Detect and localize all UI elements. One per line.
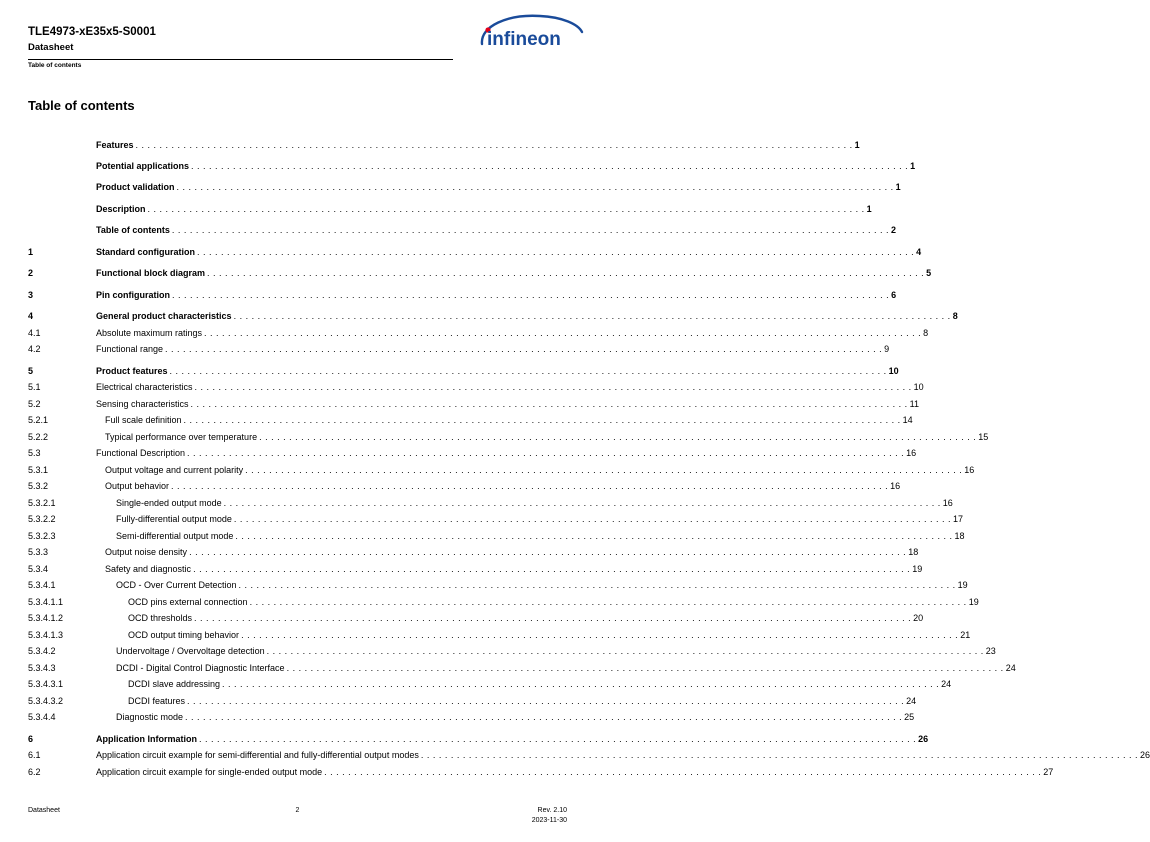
- toc-dot-leader: . . . . . . . . . . . . . . . . . . . . . . . . . . . . . . . . . . . . . . . . . . . . . . . . . . . . . . . . . . . . . . . . . . . . . . . . . . . . . . . . . . . . . . . . . . . . . . . . . . . . . . . . . . . . . . . . . . . . . . . .: [235, 531, 953, 541]
- toc-entry[interactable]: [0, 464, 975, 477]
- toc-dot-leader: . . . . . . . . . . . . . . . . . . . . . . . . . . . . . . . . . . . . . . . . . . . . . . . . . . . . . . . . . . . . . . . . . . . . . . . . . . . . . . . . . . . . . . . . . . . . . . . . . . . . . . . . . . . . . . . . . . . . . . . .: [266, 646, 984, 656]
- toc-entry-page: 1: [854, 140, 860, 150]
- toc-entry-number: 5.3.4.1.1: [28, 597, 64, 607]
- toc-entry-title[interactable]: OCD - Over Current Detection: [116, 580, 237, 590]
- toc-entry-number: 3: [28, 290, 34, 300]
- toc-entry-title[interactable]: Description: [96, 204, 146, 214]
- toc-entry-title[interactable]: Electrical characteristics: [96, 382, 193, 392]
- toc-entry[interactable]: [0, 563, 923, 576]
- toc-entry[interactable]: [0, 203, 872, 216]
- toc-entry[interactable]: [0, 749, 1150, 762]
- toc-entry-page: 23: [985, 646, 996, 656]
- toc-entry-page: 4: [916, 247, 922, 257]
- toc-entry[interactable]: [0, 530, 965, 543]
- toc-entry-title[interactable]: OCD pins external connection: [128, 597, 248, 607]
- toc-dot-leader: . . . . . . . . . . . . . . . . . . . . . . . . . . . . . . . . . . . . . . . . . . . . . . . . . . . . . . . . . . . . . . . . . . . . . . . . . . . . . . . . . . . . . . . . . . . . . . . . . . . . . . . . . . . . . . . . . . . . . . . .: [171, 481, 889, 491]
- toc-entry-title[interactable]: Product features: [96, 366, 168, 376]
- toc-entry-title[interactable]: DCDI slave addressing: [128, 679, 221, 689]
- toc-entry-number: 5.2: [28, 399, 41, 409]
- toc-entry-page: 17: [953, 514, 964, 524]
- toc-entry[interactable]: [0, 579, 968, 592]
- toc-entry-page: 16: [964, 465, 975, 475]
- toc-entry[interactable]: [0, 246, 922, 259]
- toc-entry[interactable]: [0, 414, 913, 427]
- toc-entry-page: 9: [884, 344, 890, 354]
- toc-entry[interactable]: [0, 447, 917, 460]
- toc-entry[interactable]: [0, 381, 924, 394]
- toc-entry-title[interactable]: Fully-differential output mode: [116, 514, 232, 524]
- toc-entry-number: 4.1: [28, 328, 41, 338]
- toc-entry[interactable]: [0, 645, 996, 658]
- toc-entry-title[interactable]: Features: [96, 140, 134, 150]
- footer-page-number: 2: [295, 807, 300, 814]
- toc-entry-number: 5.3: [28, 448, 41, 458]
- toc-entry-title[interactable]: DCDI features: [128, 696, 186, 706]
- toc-dot-leader: . . . . . . . . . . . . . . . . . . . . . . . . . . . . . . . . . . . . . . . . . . . . . . . . . . . . . . . . . . . . . . . . . . . . . . . . . . . . . . . . . . . . . . . . . . . . . . . . . . . . . . . . . . . . . . . . . . . . . . . .: [176, 182, 894, 192]
- toc-entry-number: 5.1: [28, 382, 41, 392]
- toc-entry-title[interactable]: Application circuit example for single-ended output mode: [96, 767, 323, 777]
- toc-dot-leader: . . . . . . . . . . . . . . . . . . . . . . . . . . . . . . . . . . . . . . . . . . . . . . . . . . . . . . . . . . . . . . . . . . . . . . . . . . . . . . . . . . . . . . . . . . . . . . . . . . . . . . . . . . . . . . . . . . . . . . . .: [241, 630, 959, 640]
- toc-entry-title[interactable]: Typical performance over temperature: [105, 432, 258, 442]
- toc-dot-leader: . . . . . . . . . . . . . . . . . . . . . . . . . . . . . . . . . . . . . . . . . . . . . . . . . . . . . . . . . . . . . . . . . . . . . . . . . . . . . . . . . . . . . . . . . . . . . . . . . . . . . . . . . . . . . . . . . . . . . . . .: [245, 465, 963, 475]
- toc-entry-title[interactable]: Output voltage and current polarity: [105, 465, 244, 475]
- toc-dot-leader: . . . . . . . . . . . . . . . . . . . . . . . . . . . . . . . . . . . . . . . . . . . . . . . . . . . . . . . . . . . . . . . . . . . . . . . . . . . . . . . . . . . . . . . . . . . . . . . . . . . . . . . . . . . . . . . . . . . . . . . .: [171, 225, 889, 235]
- toc-entry-page: 20: [913, 613, 924, 623]
- toc-entry-title[interactable]: Functional range: [96, 344, 164, 354]
- toc-entry-title[interactable]: Output noise density: [105, 547, 188, 557]
- footer-date: 2023-11-30: [531, 817, 567, 824]
- toc-entry-number: 4: [28, 311, 34, 321]
- toc-dot-leader: . . . . . . . . . . . . . . . . . . . . . . . . . . . . . . . . . . . . . . . . . . . . . . . . . . . . . . . . . . . . . . . . . . . . . . . . . . . . . . . . . . . . . . . . . . . . . . . . . . . . . . . . . . . . . . . . . . . . . . . .: [189, 547, 907, 557]
- toc-entry-page: 10: [888, 366, 899, 376]
- toc-entry[interactable]: [0, 733, 929, 746]
- toc-dot-leader: . . . . . . . . . . . . . . . . . . . . . . . . . . . . . . . . . . . . . . . . . . . . . . . . . . . . . . . . . . . . . . . . . . . . . . . . . . . . . . . . . . . . . . . . . . . . . . . . . . . . . . . . . . . . . . . . . . . . . . . .: [193, 564, 911, 574]
- toc-dot-leader: . . . . . . . . . . . . . . . . . . . . . . . . . . . . . . . . . . . . . . . . . . . . . . . . . . . . . . . . . . . . . . . . . . . . . . . . . . . . . . . . . . . . . . . . . . . . . . . . . . . . . . . . . . . . . . . . . . . . . . . .: [233, 311, 951, 321]
- toc-entry-title[interactable]: Semi-differential output mode: [116, 531, 234, 541]
- toc-entry[interactable]: [0, 160, 916, 173]
- toc-entry-page: 24: [1005, 663, 1016, 673]
- toc-entry-number: 5.2.1: [28, 415, 49, 425]
- toc-dot-leader: . . . . . . . . . . . . . . . . . . . . . . . . . . . . . . . . . . . . . . . . . . . . . . . . . . . . . . . . . . . . . . . . . . . . . . . . . . . . . . . . . . . . . . . . . . . . . . . . . . . . . . . . . . . . . . . . . . . . . . . .: [135, 140, 853, 150]
- doc-title: TLE4973-xE35x5-S0001: [28, 26, 156, 38]
- toc-entry-title[interactable]: Pin configuration: [96, 290, 170, 300]
- toc-entry[interactable]: [0, 480, 901, 493]
- toc-entry-number: 5.3.1: [28, 465, 49, 475]
- toc-entry-page: 8: [923, 328, 929, 338]
- toc-entry[interactable]: [0, 139, 860, 152]
- toc-entry-page: 26: [918, 734, 929, 744]
- toc-entry-title[interactable]: OCD output timing behavior: [128, 630, 240, 640]
- toc-entry-number: 5.3.2.3: [28, 531, 56, 541]
- toc-entry-number: 5.3.4.4: [28, 712, 56, 722]
- page-title: Table of contents: [28, 98, 135, 113]
- toc-dot-leader: . . . . . . . . . . . . . . . . . . . . . . . . . . . . . . . . . . . . . . . . . . . . . . . . . . . . . . . . . . . . . . . . . . . . . . . . . . . . . . . . . . . . . . . . . . . . . . . . . . . . . . . . . . . . . . . . . . . . . . . .: [185, 712, 903, 722]
- toc-entry[interactable]: [0, 695, 917, 708]
- toc-entry-page: 2: [890, 225, 896, 235]
- toc-dot-leader: . . . . . . . . . . . . . . . . . . . . . . . . . . . . . . . . . . . . . . . . . . . . . . . . . . . . . . . . . . . . . . . . . . . . . . . . . . . . . . . . . . . . . . . . . . . . . . . . . . . . . . . . . . . . . . . . . . . . . . . .: [194, 613, 912, 623]
- toc-entry[interactable]: [0, 343, 890, 356]
- toc-entry[interactable]: [0, 612, 924, 625]
- toc-entry-number: 5.3.2.1: [28, 498, 56, 508]
- toc-dot-leader: . . . . . . . . . . . . . . . . . . . . . . . . . . . . . . . . . . . . . . . . . . . . . . . . . . . . . . . . . . . . . . . . . . . . . . . . . . . . . . . . . . . . . . . . . . . . . . . . . . . . . . . . . . . . . . . . . . . . . . . .: [324, 767, 1042, 777]
- toc-entry-page: 11: [909, 399, 920, 409]
- toc-entry-page: 16: [890, 481, 901, 491]
- toc-entry-title[interactable]: Diagnostic mode: [116, 712, 184, 722]
- toc-entry[interactable]: [0, 662, 1016, 675]
- toc-dot-leader: . . . . . . . . . . . . . . . . . . . . . . . . . . . . . . . . . . . . . . . . . . . . . . . . . . . . . . . . . . . . . . . . . . . . . . . . . . . . . . . . . . . . . . . . . . . . . . . . . . . . . . . . . . . . . . . . . . . . . . . .: [187, 448, 905, 458]
- toc-entry-page: 1: [910, 161, 916, 171]
- toc-entry-page: 8: [952, 311, 958, 321]
- toc-entry-title[interactable]: Application circuit example for semi-differential and fully-differential output modes: [96, 750, 419, 760]
- toc-entry-number: 5.3.4.1: [28, 580, 56, 590]
- toc-dot-leader: . . . . . . . . . . . . . . . . . . . . . . . . . . . . . . . . . . . . . . . . . . . . . . . . . . . . . . . . . . . . . . . . . . . . . . . . . . . . . . . . . . . . . . . . . . . . . . . . . . . . . . . . . . . . . . . . . . . . . . . .: [183, 415, 901, 425]
- toc-entry-title[interactable]: Functional block diagram: [96, 268, 206, 278]
- toc-entry-page: 16: [906, 448, 917, 458]
- toc-dot-leader: . . . . . . . . . . . . . . . . . . . . . . . . . . . . . . . . . . . . . . . . . . . . . . . . . . . . . . . . . . . . . . . . . . . . . . . . . . . . . . . . . . . . . . . . . . . . . . . . . . . . . . . . . . . . . . . . . . . . . . . .: [172, 290, 890, 300]
- toc-entry-number: 6.2: [28, 767, 41, 777]
- toc-entry-number: 5: [28, 366, 34, 376]
- toc-entry-number: 5.3.4: [28, 564, 49, 574]
- toc-dot-leader: . . . . . . . . . . . . . . . . . . . . . . . . . . . . . . . . . . . . . . . . . . . . . . . . . . . . . . . . . . . . . . . . . . . . . . . . . . . . . . . . . . . . . . . . . . . . . . . . . . . . . . . . . . . . . . . . . . . . . . . .: [259, 432, 977, 442]
- toc-entry-title[interactable]: Standard configuration: [96, 247, 195, 257]
- toc-dot-leader: . . . . . . . . . . . . . . . . . . . . . . . . . . . . . . . . . . . . . . . . . . . . . . . . . . . . . . . . . . . . . . . . . . . . . . . . . . . . . . . . . . . . . . . . . . . . . . . . . . . . . . . . . . . . . . . . . . . . . . . .: [233, 514, 952, 524]
- toc-dot-leader: . . . . . . . . . . . . . . . . . . . . . . . . . . . . . . . . . . . . . . . . . . . . . . . . . . . . . . . . . . . . . . . . . . . . . . . . . . . . . . . . . . . . . . . . . . . . . . . . . . . . . . . . . . . . . . . . . . . . . . . .: [165, 344, 883, 354]
- toc-entry[interactable]: [0, 365, 899, 378]
- toc-entry-number: 5.3.4.3.1: [28, 679, 64, 689]
- toc-entry[interactable]: [0, 711, 915, 724]
- toc-dot-leader: . . . . . . . . . . . . . . . . . . . . . . . . . . . . . . . . . . . . . . . . . . . . . . . . . . . . . . . . . . . . . . . . . . . . . . . . . . . . . . . . . . . . . . . . . . . . . . . . . . . . . . . . . . . . . . . . . . . . . . . .: [223, 498, 941, 508]
- toc-dot-leader: . . . . . . . . . . . . . . . . . . . . . . . . . . . . . . . . . . . . . . . . . . . . . . . . . . . . . . . . . . . . . . . . . . . . . . . . . . . . . . . . . . . . . . . . . . . . . . . . . . . . . . . . . . . . . . . . . . . . . . . .: [194, 382, 912, 392]
- toc-entry[interactable]: [0, 181, 901, 194]
- toc-entry-page: 24: [941, 679, 952, 689]
- toc-entry-title[interactable]: Absolute maximum ratings: [96, 328, 203, 338]
- toc-entry-title[interactable]: OCD thresholds: [128, 613, 193, 623]
- toc-entry-page: 14: [902, 415, 913, 425]
- toc-dot-leader: . . . . . . . . . . . . . . . . . . . . . . . . . . . . . . . . . . . . . . . . . . . . . . . . . . . . . . . . . . . . . . . . . . . . . . . . . . . . . . . . . . . . . . . . . . . . . . . . . . . . . . . . . . . . . . . . . . . . . . . .: [187, 696, 905, 706]
- toc-dot-leader: . . . . . . . . . . . . . . . . . . . . . . . . . . . . . . . . . . . . . . . . . . . . . . . . . . . . . . . . . . . . . . . . . . . . . . . . . . . . . . . . . . . . . . . . . . . . . . . . . . . . . . . . . . . . . . . . . . . . . . . .: [420, 750, 1138, 760]
- toc-entry-page: 18: [908, 547, 919, 557]
- toc-dot-leader: . . . . . . . . . . . . . . . . . . . . . . . . . . . . . . . . . . . . . . . . . . . . . . . . . . . . . . . . . . . . . . . . . . . . . . . . . . . . . . . . . . . . . . . . . . . . . . . . . . . . . . . . . . . . . . . . . . . . . . . .: [147, 204, 865, 214]
- toc-entry[interactable]: [0, 629, 971, 642]
- toc-entry[interactable]: [0, 766, 1054, 779]
- toc-entry-page: 27: [1043, 767, 1054, 777]
- header-section-label: Table of contents: [28, 62, 82, 69]
- toc-entry[interactable]: [0, 431, 989, 444]
- toc-entry-page: 16: [942, 498, 953, 508]
- toc-dot-leader: . . . . . . . . . . . . . . . . . . . . . . . . . . . . . . . . . . . . . . . . . . . . . . . . . . . . . . . . . . . . . . . . . . . . . . . . . . . . . . . . . . . . . . . . . . . . . . . . . . . . . . . . . . . . . . . . . . . . . . . .: [286, 663, 1004, 673]
- footer-doc-type: Datasheet: [28, 807, 60, 814]
- toc-entry-number: 5.3.2: [28, 481, 49, 491]
- toc-entry-number: 1: [28, 247, 34, 257]
- toc-entry-page: 21: [960, 630, 971, 640]
- toc-entry-number: 5.3.4.1.2: [28, 613, 64, 623]
- toc-dot-leader: . . . . . . . . . . . . . . . . . . . . . . . . . . . . . . . . . . . . . . . . . . . . . . . . . . . . . . . . . . . . . . . . . . . . . . . . . . . . . . . . . . . . . . . . . . . . . . . . . . . . . . . . . . . . . . . . . . . . . . . .: [190, 399, 908, 409]
- toc-entry-number: 4.2: [28, 344, 41, 354]
- toc-entry-number: 5.2.2: [28, 432, 49, 442]
- toc-entry-page: 19: [957, 580, 968, 590]
- toc-entry-number: 6.1: [28, 750, 41, 760]
- toc-entry-page: 24: [906, 696, 917, 706]
- toc-dot-leader: . . . . . . . . . . . . . . . . . . . . . . . . . . . . . . . . . . . . . . . . . . . . . . . . . . . . . . . . . . . . . . . . . . . . . . . . . . . . . . . . . . . . . . . . . . . . . . . . . . . . . . . . . . . . . . . . . . . . . . . .: [169, 366, 887, 376]
- toc-entry-title[interactable]: General product characteristics: [96, 311, 232, 321]
- toc-entry-title[interactable]: Sensing characteristics: [96, 399, 189, 409]
- toc-entry-title[interactable]: Undervoltage / Overvoltage detection: [116, 646, 265, 656]
- toc-entry-page: 26: [1139, 750, 1150, 760]
- toc-entry-page: 1: [866, 204, 872, 214]
- toc-entry-title[interactable]: Full scale definition: [105, 415, 182, 425]
- toc-entry-number: 5.3.2.2: [28, 514, 56, 524]
- toc-entry-page: 15: [978, 432, 989, 442]
- toc-entry-number: 5.3.4.3.2: [28, 696, 64, 706]
- toc-entry-title[interactable]: Table of contents: [96, 225, 170, 235]
- toc-dot-leader: . . . . . . . . . . . . . . . . . . . . . . . . . . . . . . . . . . . . . . . . . . . . . . . . . . . . . . . . . . . . . . . . . . . . . . . . . . . . . . . . . . . . . . . . . . . . . . . . . . . . . . . . . . . . . . . . . . . . . . . .: [249, 597, 967, 607]
- toc-entry-title[interactable]: Functional Description: [96, 448, 186, 458]
- toc-entry-page: 6: [891, 290, 897, 300]
- toc-entry-number: 5.3.3: [28, 547, 49, 557]
- toc-entry[interactable]: [0, 289, 897, 302]
- toc-entry-title[interactable]: Safety and diagnostic: [105, 564, 192, 574]
- toc-entry[interactable]: [0, 224, 896, 237]
- toc-entry[interactable]: [0, 327, 929, 340]
- toc-dot-leader: . . . . . . . . . . . . . . . . . . . . . . . . . . . . . . . . . . . . . . . . . . . . . . . . . . . . . . . . . . . . . . . . . . . . . . . . . . . . . . . . . . . . . . . . . . . . . . . . . . . . . . . . . . . . . . . . . . . . . . . .: [191, 161, 909, 171]
- toc-entry-number: 5.3.4.3: [28, 663, 56, 673]
- toc-entry-page: 19: [968, 597, 979, 607]
- toc-entry-title[interactable]: DCDI - Digital Control Diagnostic Interface: [116, 663, 285, 673]
- toc-entry-title[interactable]: Application Information: [96, 734, 197, 744]
- toc-entry[interactable]: [0, 678, 952, 691]
- toc-dot-leader: . . . . . . . . . . . . . . . . . . . . . . . . . . . . . . . . . . . . . . . . . . . . . . . . . . . . . . . . . . . . . . . . . . . . . . . . . . . . . . . . . . . . . . . . . . . . . . . . . . . . . . . . . . . . . . . . . . . . . . . .: [204, 328, 922, 338]
- toc-dot-leader: . . . . . . . . . . . . . . . . . . . . . . . . . . . . . . . . . . . . . . . . . . . . . . . . . . . . . . . . . . . . . . . . . . . . . . . . . . . . . . . . . . . . . . . . . . . . . . . . . . . . . . . . . . . . . . . . . . . . . . . .: [199, 734, 917, 744]
- toc-entry-page: 18: [954, 531, 965, 541]
- toc-entry[interactable]: [0, 596, 979, 609]
- toc-dot-leader: . . . . . . . . . . . . . . . . . . . . . . . . . . . . . . . . . . . . . . . . . . . . . . . . . . . . . . . . . . . . . . . . . . . . . . . . . . . . . . . . . . . . . . . . . . . . . . . . . . . . . . . . . . . . . . . . . . . . . . . .: [197, 247, 915, 257]
- doc-type: Datasheet: [28, 42, 74, 53]
- toc-dot-leader: . . . . . . . . . . . . . . . . . . . . . . . . . . . . . . . . . . . . . . . . . . . . . . . . . . . . . . . . . . . . . . . . . . . . . . . . . . . . . . . . . . . . . . . . . . . . . . . . . . . . . . . . . . . . . . . . . . . . . . . .: [207, 268, 925, 278]
- toc-entry-title[interactable]: Product validation: [96, 182, 175, 192]
- toc-entry-page: 10: [913, 382, 924, 392]
- toc-dot-leader: . . . . . . . . . . . . . . . . . . . . . . . . . . . . . . . . . . . . . . . . . . . . . . . . . . . . . . . . . . . . . . . . . . . . . . . . . . . . . . . . . . . . . . . . . . . . . . . . . . . . . . . . . . . . . . . . . . . . . . . .: [222, 679, 940, 689]
- toc-entry-number: 5.3.4.2: [28, 646, 56, 656]
- toc-entry-title[interactable]: Output behavior: [105, 481, 170, 491]
- toc-entry-number: 6: [28, 734, 34, 744]
- toc-entry[interactable]: [0, 513, 964, 526]
- toc-entry-page: 1: [895, 182, 901, 192]
- logo-text: infineon: [487, 29, 561, 50]
- toc-entry[interactable]: [0, 546, 919, 559]
- toc-entry-title[interactable]: Potential applications: [96, 161, 190, 171]
- toc-entry[interactable]: [0, 497, 953, 510]
- toc-entry-title[interactable]: Single-ended output mode: [116, 498, 222, 508]
- toc-dot-leader: . . . . . . . . . . . . . . . . . . . . . . . . . . . . . . . . . . . . . . . . . . . . . . . . . . . . . . . . . . . . . . . . . . . . . . . . . . . . . . . . . . . . . . . . . . . . . . . . . . . . . . . . . . . . . . . . . . . . . . . .: [238, 580, 956, 590]
- toc-entry-page: 19: [912, 564, 923, 574]
- toc-entry-page: 5: [926, 268, 932, 278]
- toc-entry[interactable]: [0, 310, 958, 323]
- toc-entry-page: 25: [904, 712, 915, 722]
- footer-revision: Rev. 2.10: [537, 807, 567, 814]
- toc-entry[interactable]: [0, 267, 932, 280]
- toc-entry-number: 5.3.4.1.3: [28, 630, 64, 640]
- toc-entry-number: 2: [28, 268, 34, 278]
- toc-entry[interactable]: [0, 398, 920, 411]
